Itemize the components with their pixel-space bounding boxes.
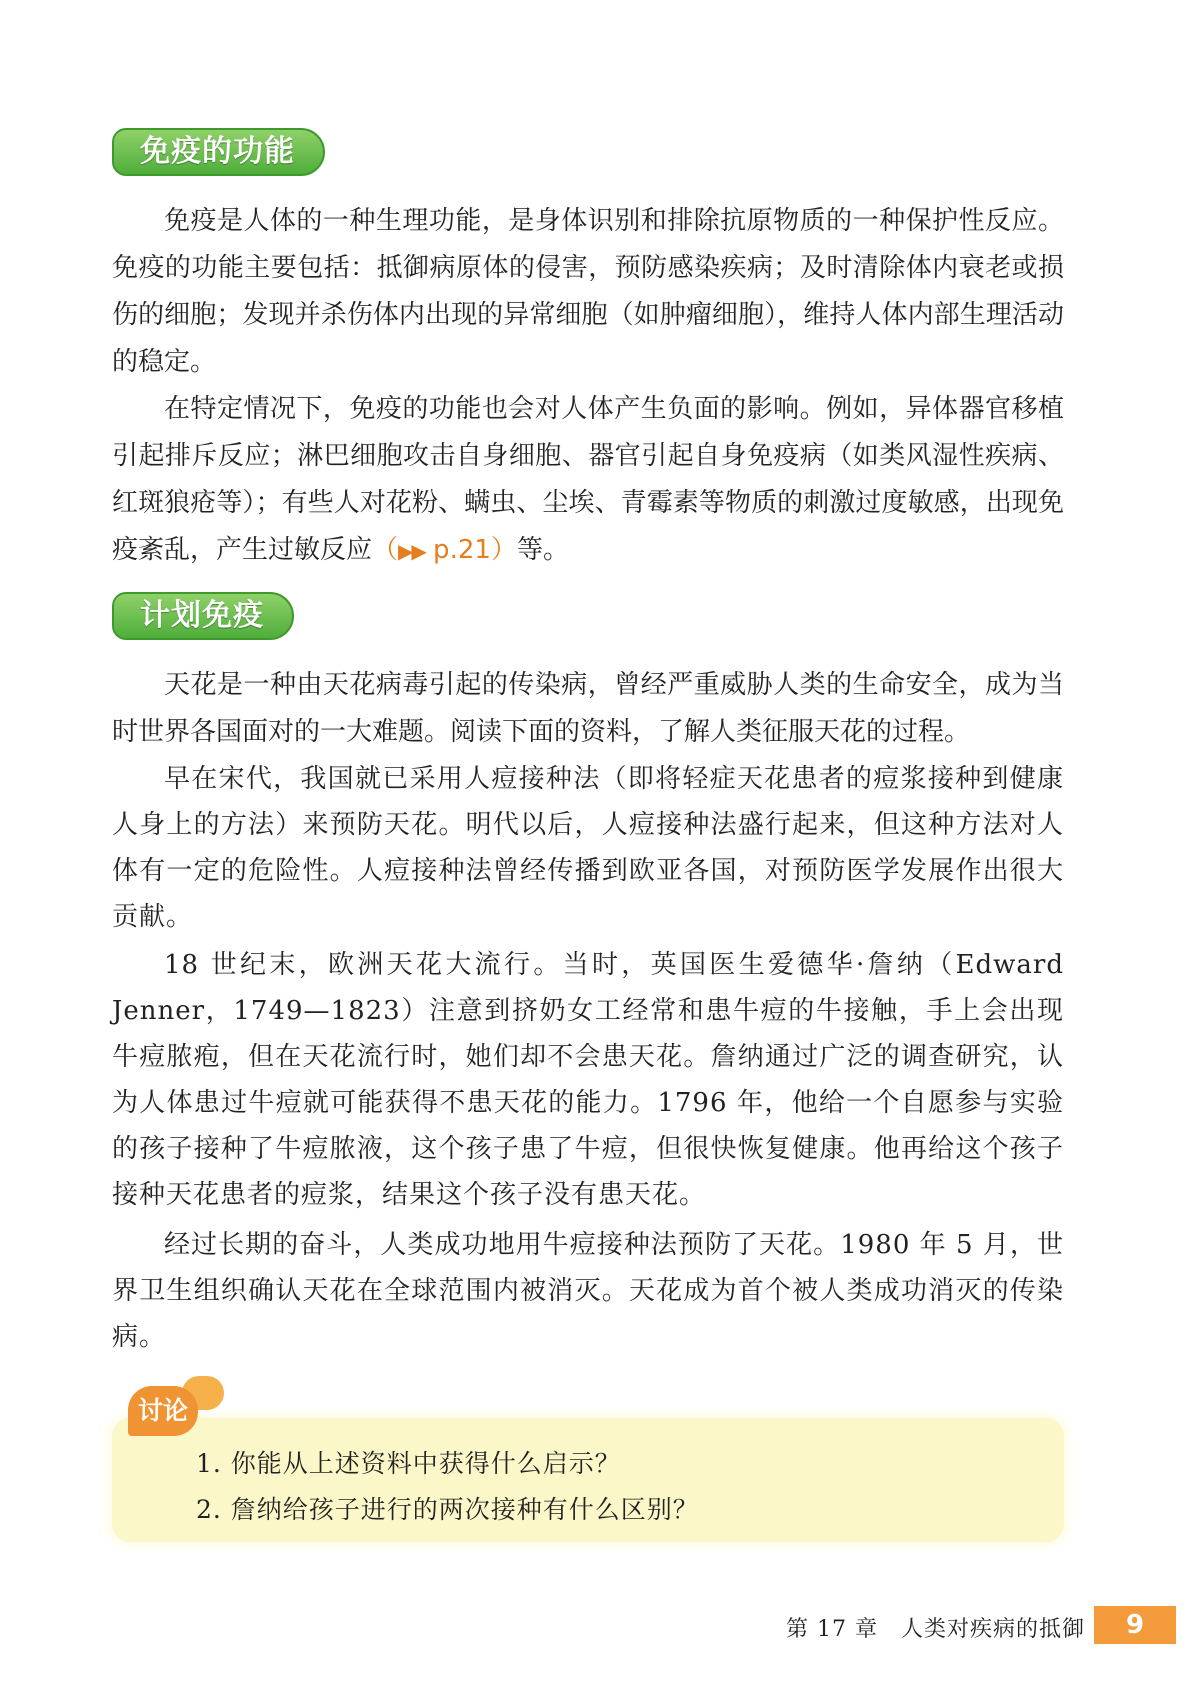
paragraph-text: 在特定情况下，免疫的功能也会对人体产生负面的影响。例如，异体器官移植引起排斥反应；淋巴细胞攻击自身细胞、器官引起自身免疫病（如类风湿性疾病、红斑狼疮等）；有些人对花粉、螨虫、尘埃、青霉素等物质的刺激过度敏感，出现免疫紊乱，产生过敏反应 [112,394,1064,565]
double-arrow-icon: ▶▶ [398,539,425,563]
section-title-immune-function: 免疫的功能 [112,128,325,176]
chapter-footer: 第 17 章 人类对疾病的抵御 [786,1617,1085,1642]
reading-paragraph: 18 世纪末，欧洲天花大流行。当时，英国医生爱德华·詹纳（Edward Jenner，1749—1823）注意到挤奶女工经常和患牛痘的牛接触，手上会出现牛痘脓疱，但在天花流行时，她们却不会患天花。詹纳通过广泛的调查研究，认为人体患过牛痘就可能获得不患天花的能力。1796 年，他给一个自愿参与实验的孩子接种了牛痘脓液，这个孩子患了牛痘，但很快恢复健康。他再给这个孩子接种天花患者的痘浆，结果这个孩子没有患天花。 [112,950,1064,1210]
reading-paragraph: 早在宋代，我国就已采用人痘接种法（即将轻症天花患者的痘浆接种到健康人身上的方法）来预防天花。明代以后，人痘接种法盛行起来，但这种方法对人体有一定的危险性。人痘接种法曾经传播到欧亚各国，对预防医学发展作出很大贡献。 [112,764,1064,932]
paragraph [112,386,1064,575]
ref-open: （ [372,535,399,565]
ref-page: p.21 [424,535,491,565]
paragraph-tail: 等。 [516,535,569,565]
paragraph: 免疫是人体的一种生理功能，是身体识别和排除抗原物质的一种保护性反应。免疫的功能主要包括：抵御病原体的侵害，预防感染疾病；及时清除体内衰老或损伤的细胞；发现并杀伤体内出现的异常细胞（如肿瘤细胞），维持人体内部生理活动的稳定。 [112,206,1064,377]
discussion-badge: 讨论 [128,1386,198,1436]
ref-close: ） [490,535,517,565]
page-reference[interactable] [372,535,517,565]
page-number: 9 [1094,1606,1176,1644]
section-title-planned-immunization: 计划免疫 [112,592,294,640]
discussion-question: 2. 詹纳给孩子进行的两次接种有什么区别？ [196,1495,699,1524]
discussion-question: 1. 你能从上述资料中获得什么启示？ [196,1449,621,1478]
paragraph: 天花是一种由天花病毒引起的传染病，曾经严重威胁人类的生命安全，成为当时世界各国面对的一大难题。阅读下面的资料，了解人类征服天花的过程。 [112,670,1064,747]
reading-paragraph: 经过长期的奋斗，人类成功地用牛痘接种法预防了天花。1980 年 5 月，世界卫生组织确认天花在全球范围内被消灭。天花成为首个被人类成功消灭的传染病。 [112,1230,1064,1352]
